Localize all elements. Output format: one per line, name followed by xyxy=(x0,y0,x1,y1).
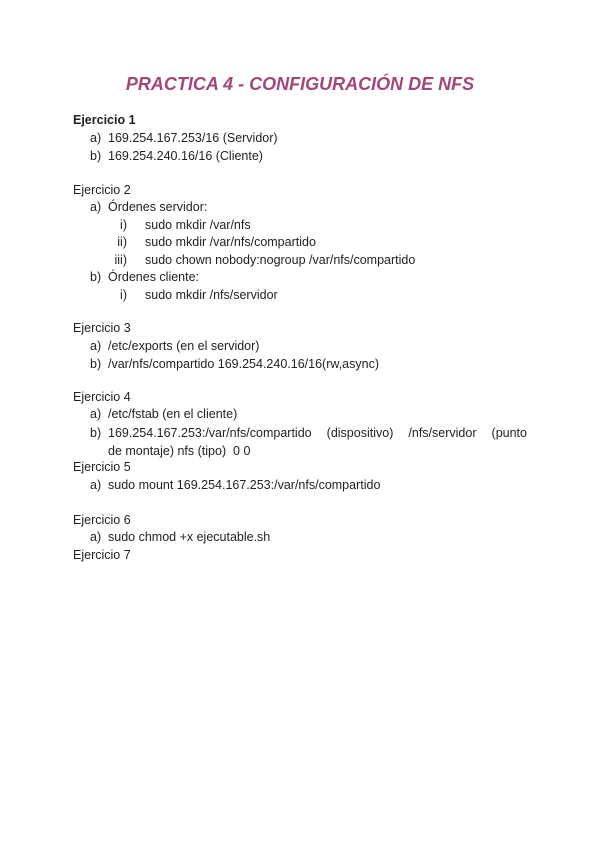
list-item: sudo chown nobody:nogroup /var/nfs/compartido xyxy=(145,253,416,267)
list-item: Órdenes cliente: xyxy=(108,270,200,284)
list-item: /etc/exports (en el servidor) xyxy=(108,339,260,353)
list-marker: a) xyxy=(90,407,102,421)
list-marker: i) xyxy=(120,288,127,302)
list-item: 169.254.240.16/16 (Cliente) xyxy=(108,149,263,163)
exercise-6-heading: Ejercicio 6 xyxy=(73,513,131,527)
list-item: /etc/fstab (en el cliente) xyxy=(108,407,238,421)
exercise-7-heading: Ejercicio 7 xyxy=(73,548,131,562)
list-item: sudo mkdir /var/nfs xyxy=(145,218,251,232)
list-item: sudo chmod +x ejecutable.sh xyxy=(108,530,271,544)
list-item: 169.254.167.253:/var/nfs/compartido (dispositivo) /nfs/servidor (punto xyxy=(108,426,527,440)
list-item: sudo mkdir /nfs/servidor xyxy=(145,288,278,302)
page-title: PRACTICA 4 - CONFIGURACIÓN DE NFS xyxy=(125,74,475,94)
list-item: /var/nfs/compartido 169.254.240.16/16(rw,async) xyxy=(108,357,379,371)
list-item-continuation: de montaje) nfs (tipo) 0 0 xyxy=(108,444,251,458)
list-marker: ii) xyxy=(117,235,127,249)
list-item: sudo mount 169.254.167.253:/var/nfs/compartido xyxy=(108,478,381,492)
list-marker: a) xyxy=(90,339,102,353)
list-marker: a) xyxy=(90,530,102,544)
exercise-4-heading: Ejercicio 4 xyxy=(73,390,131,404)
list-item: sudo mkdir /var/nfs/compartido xyxy=(145,235,316,249)
exercise-5-heading: Ejercicio 5 xyxy=(73,460,131,474)
list-marker: i) xyxy=(120,218,127,232)
list-marker: a) xyxy=(90,200,102,214)
exercise-2-heading: Ejercicio 2 xyxy=(73,183,131,197)
list-marker: a) xyxy=(90,131,102,145)
list-marker: b) xyxy=(90,357,102,371)
exercise-1-heading: Ejercicio 1 xyxy=(73,113,136,127)
list-item: Órdenes servidor: xyxy=(108,200,208,214)
list-marker: b) xyxy=(90,426,102,440)
exercise-3-heading: Ejercicio 3 xyxy=(73,321,131,335)
list-marker: iii) xyxy=(114,253,127,267)
list-marker: b) xyxy=(90,149,102,163)
list-item: 169.254.167.253/16 (Servidor) xyxy=(108,131,278,145)
list-marker: b) xyxy=(90,270,102,284)
list-marker: a) xyxy=(90,478,102,492)
